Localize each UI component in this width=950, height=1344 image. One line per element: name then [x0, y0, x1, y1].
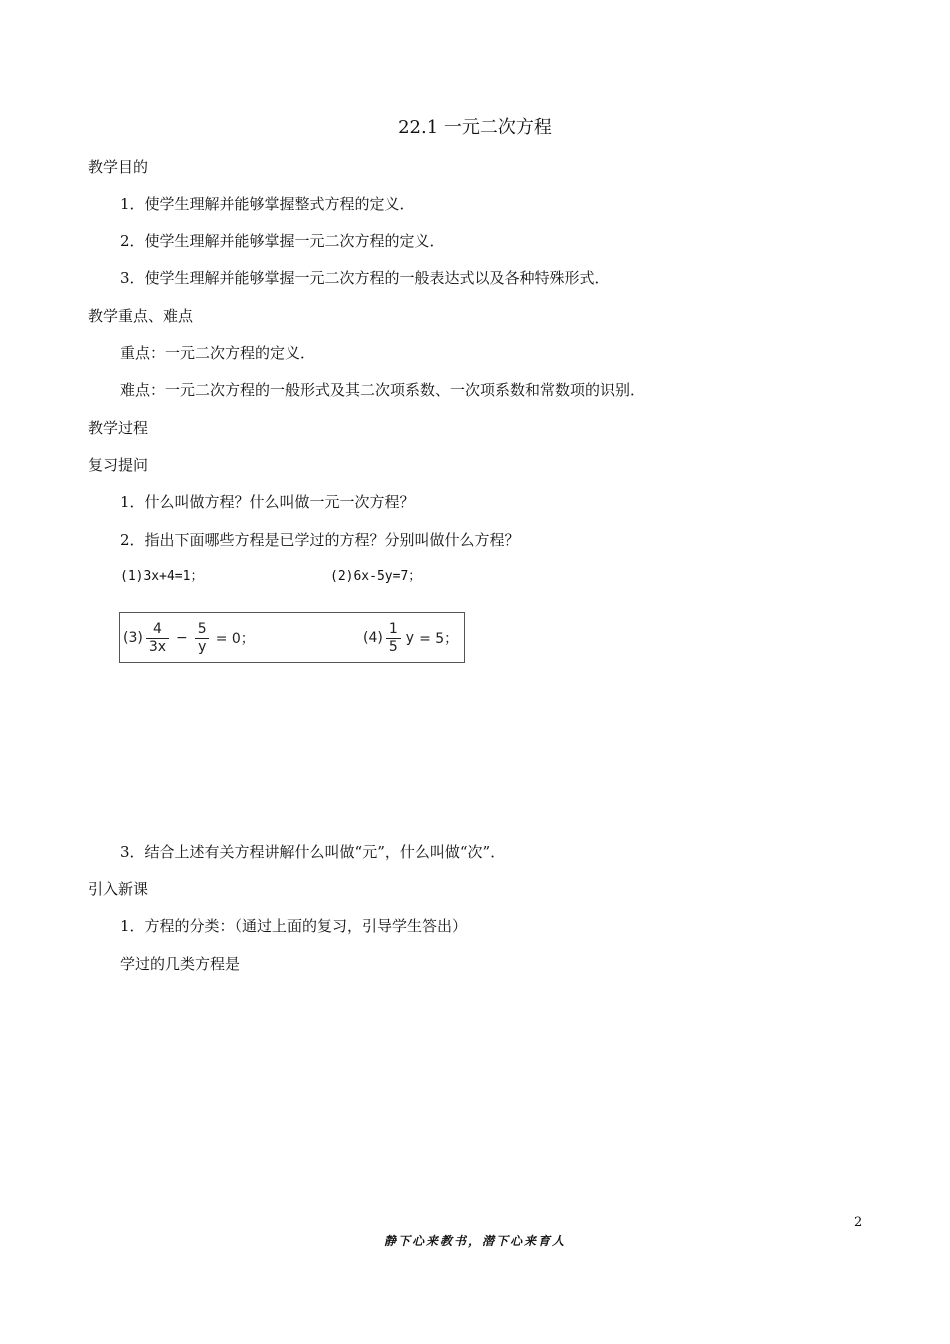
page-title: 22.1 一元二次方程: [398, 117, 552, 138]
fraction-numerator: 4: [152, 620, 162, 637]
fraction-5-over-y: [195, 621, 210, 656]
fraction-denominator: 5: [386, 638, 401, 656]
equation-4-variable: y: [405, 630, 415, 646]
fraction-numerator: 5: [197, 620, 207, 637]
focus-text: 重点：一元二次方程的定义．: [120, 344, 316, 362]
footer-motto: 静下心来教书，潜下心来育人: [383, 1234, 566, 1248]
new-lesson-item-1: 1．方程的分类：（通过上面的复习，引导学生答出）: [120, 917, 468, 935]
fraction-4-over-3x: [146, 621, 169, 656]
fraction-1-over-5: [386, 621, 401, 656]
equation-4: [363, 619, 458, 657]
page-number: 2: [854, 1215, 863, 1230]
equation-image-box: [119, 612, 465, 663]
equation-3-label: (3): [123, 630, 143, 646]
new-lesson-heading: 引入新课: [88, 880, 149, 898]
objective-item-3: 3．使学生理解并能够掌握一元二次方程的一般表达式以及各种特殊形式．: [120, 269, 610, 287]
difficulty-text: 难点：一元二次方程的一般形式及其二次项系数、一次项系数和常数项的识别．: [120, 381, 646, 399]
equation-2: (2)6x-5y=7；: [330, 569, 422, 584]
equation-4-rhs: = 5；: [419, 631, 459, 647]
equation-3: [123, 619, 255, 657]
fraction-numerator: 1: [388, 620, 398, 637]
fraction-denominator: 3x: [146, 638, 169, 656]
new-lesson-item-2: 学过的几类方程是: [120, 955, 241, 973]
fraction-denominator: y: [195, 638, 209, 656]
objective-item-1: 1．使学生理解并能够掌握整式方程的定义．: [120, 195, 415, 213]
equation-3-rhs: = 0；: [215, 631, 255, 647]
equation-4-label: (4): [363, 630, 383, 646]
equation-1: (1)3x+4=1；: [120, 569, 204, 584]
review-heading: 复习提问: [88, 456, 149, 474]
objectives-heading: 教学目的: [88, 158, 149, 176]
review-question-3: 3．结合上述有关方程讲解什么叫做“元”，什么叫做“次”．: [120, 843, 506, 861]
process-heading: 教学过程: [88, 419, 149, 437]
review-question-2: 2．指出下面哪些方程是已学过的方程？分别叫做什么方程？: [120, 531, 520, 549]
review-question-1: 1．什么叫做方程？什么叫做一元一次方程？: [120, 493, 415, 511]
objective-item-2: 2．使学生理解并能够掌握一元二次方程的定义．: [120, 232, 445, 250]
minus-sign: −: [176, 630, 188, 646]
key-points-heading: 教学重点、难点: [88, 307, 194, 325]
